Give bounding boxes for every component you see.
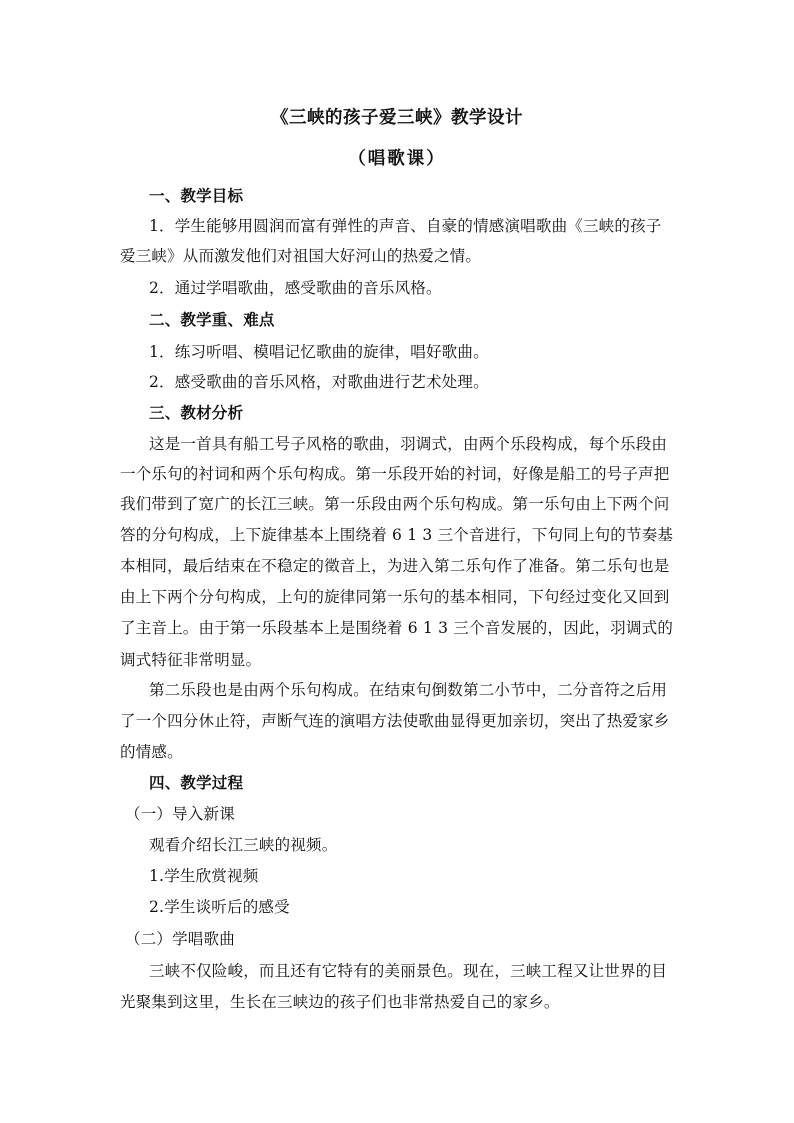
document-title: 《三峡的孩子爱三峡》教学设计 [271,108,523,128]
analysis-paragraph-line: 调式特征非常明显。 [120,651,262,669]
analysis-paragraph-line: 本相同，最后结束在不稳定的徵音上，为进入第二乐句作了准备。第二乐句也是 [120,557,670,575]
analysis-paragraph-line: 的情感。 [120,743,183,761]
analysis-paragraph-line: 了主音上。由于第一乐段基本上是围绕着 6 1 3 三个音发展的，因此，羽调式的 [120,619,674,637]
analysis-paragraph-line: 答的分句构成，上下旋律基本上围绕着 6 1 3 三个音进行，下句同上句的节奏基 [120,526,674,544]
key-point-item: 1．练习听唱、模唱记忆歌曲的旋律，唱好歌曲。 [149,343,489,361]
analysis-paragraph-line: 我们带到了宽广的长江三峡。第一乐段由两个乐句构成。第一乐句由上下两个问 [120,495,670,513]
analysis-paragraph-line: 由上下两个分句构成，上句的旋律同第一乐句的基本相同，下句经过变化又回到 [120,588,670,606]
document-subtitle: （唱歌课） [348,149,446,169]
process-line: 2.学生谈听后的感受 [149,898,290,916]
section-heading-objectives: 一、教学目标 [149,186,244,205]
analysis-paragraph-line: 第二乐段也是由两个乐句构成。在结束句倒数第二小节中，二分音符之后用 [149,681,668,699]
section-heading-process: 四、教学过程 [149,773,244,792]
analysis-paragraph-line: 这是一首具有船工号子风格的歌曲，羽调式，由两个乐段构成，每个乐段由 [149,435,668,453]
objective-item-continued: 爱三峡》从而激发他们对祖国大好河山的热爱之情。 [120,247,482,265]
subsection-heading-learn-song: （二）学唱歌曲 [125,930,235,948]
process-line: 光聚集到这里，生长在三峡边的孩子们也非常热爱自己的家乡。 [120,993,560,1011]
process-line: 三峡不仅险峻，而且还有它特有的美丽景色。现在，三峡工程又让世界的目 [149,962,668,980]
process-line: 观看介绍长江三峡的视频。 [149,836,338,854]
key-point-item: 2．感受歌曲的音乐风格，对歌曲进行艺术处理。 [149,373,489,391]
section-heading-analysis: 三、教材分析 [149,403,244,422]
objective-item: 2．通过学唱歌曲，感受歌曲的音乐风格。 [149,279,442,297]
analysis-paragraph-line: 了一个四分休止符，声断气连的演唱方法使歌曲显得更加亲切，突出了热爱家乡 [120,712,670,730]
objective-item: 1．学生能够用圆润而富有弹性的声音、自豪的情感演唱歌曲《三峡的孩子 [149,217,662,235]
analysis-paragraph-line: 一个乐句的衬词和两个乐句构成。第一乐段开始的衬词，好像是船工的号子声把 [120,465,670,483]
process-line: 1.学生欣赏视频 [149,867,259,885]
section-heading-key-points: 二、教学重、难点 [149,310,275,329]
subsection-heading-intro: （一）导入新课 [125,805,235,823]
